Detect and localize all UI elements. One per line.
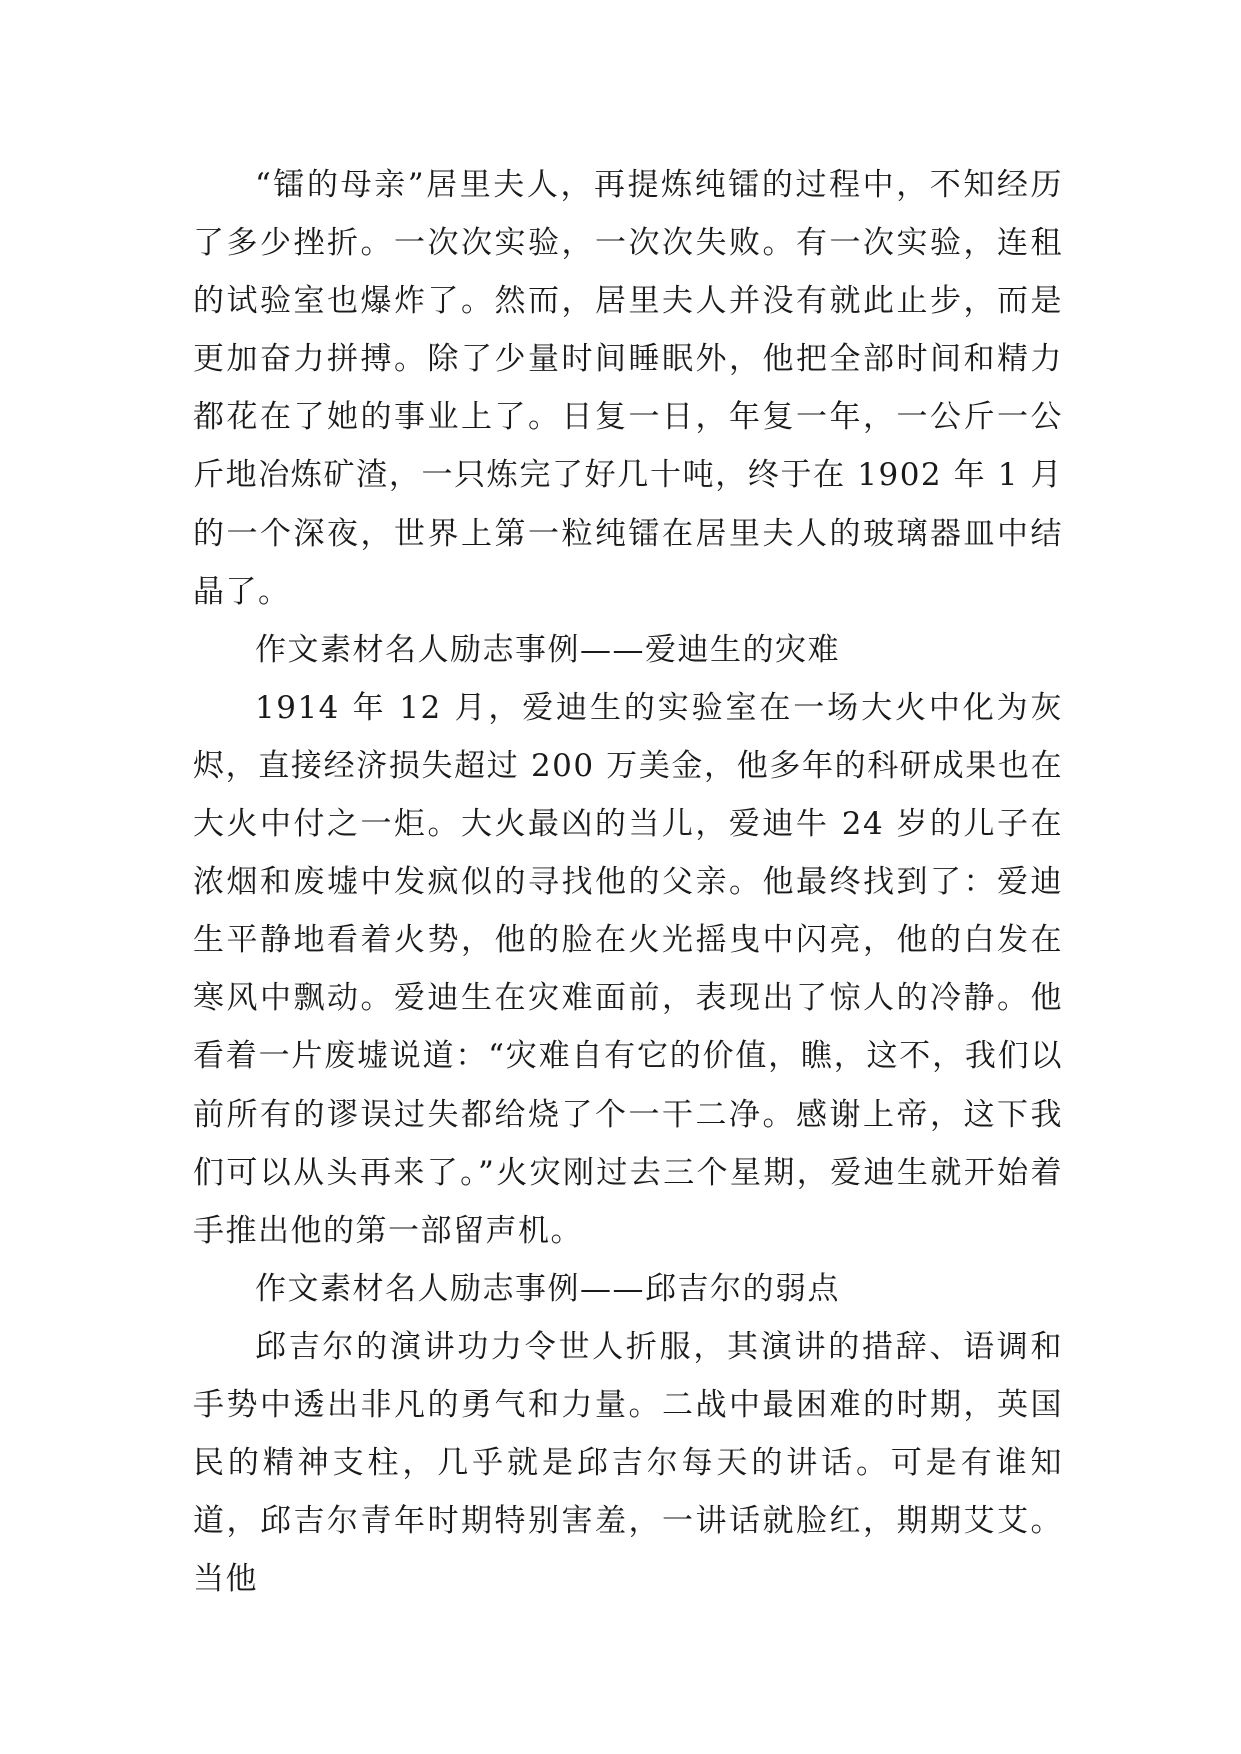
- document-body: [193, 156, 1063, 1608]
- section-heading-churchill: 作文素材名人励志事例——邱吉尔的弱点: [255, 1270, 840, 1307]
- paragraph-curie: “镭的母亲”居里夫人，再提炼纯镭的过程中，不知经历了多少挫折。一次次实验，一次次失败。有一次实验，连租的试验室也爆炸了。然而，居里夫人并没有就此止步，而是更加奋力拼搏。除了少量时间睡眠外，他把全部时间和精力都花在了她的事业上了。日复一日，年复一年，一公斤一公斤地冶炼矿渣，一只炼完了好几十吨，终于在 1902 年 1 月的一个深夜，世界上第一粒纯镭在居里夫人的玻璃器皿中结晶了。: [193, 167, 1063, 610]
- paragraph-edison: 1914 年 12 月，爱迪生的实验室在一场大火中化为灰烬，直接经济损失超过 200 万美金，他多年的科研成果也在大火中付之一炬。大火最凶的当儿，爱迪牛 24 岁的儿子在浓烟和废墟中发疯似的寻找他的父亲。他最终找到了：爱迪生平静地看着火势，他的脸在火光摇曳中闪亮，他的白发在寒风中飘动。爱迪生在灾难面前，表现出了惊人的冷静。他看着一片废墟说道：“灾难自有它的价值，瞧，这不，我们以前所有的谬误过失都给烧了个一干二净。感谢上帝，这下我们可以从头再来了。”火灾刚过去三个星期，爱迪生就开始着手推出他的第一部留声机。: [193, 689, 1063, 1249]
- paragraph-churchill: 邱吉尔的演讲功力令世人折服，其演讲的措辞、语调和手势中透出非凡的勇气和力量。二战中最困难的时期，英国民的精神支柱，几乎就是邱吉尔每天的讲话。可是有谁知道，邱吉尔青年时期特别害羞，一讲话就脸红，期期艾艾。当他: [193, 1328, 1063, 1598]
- section-heading-edison: 作文素材名人励志事例——爱迪生的灾难: [255, 631, 840, 668]
